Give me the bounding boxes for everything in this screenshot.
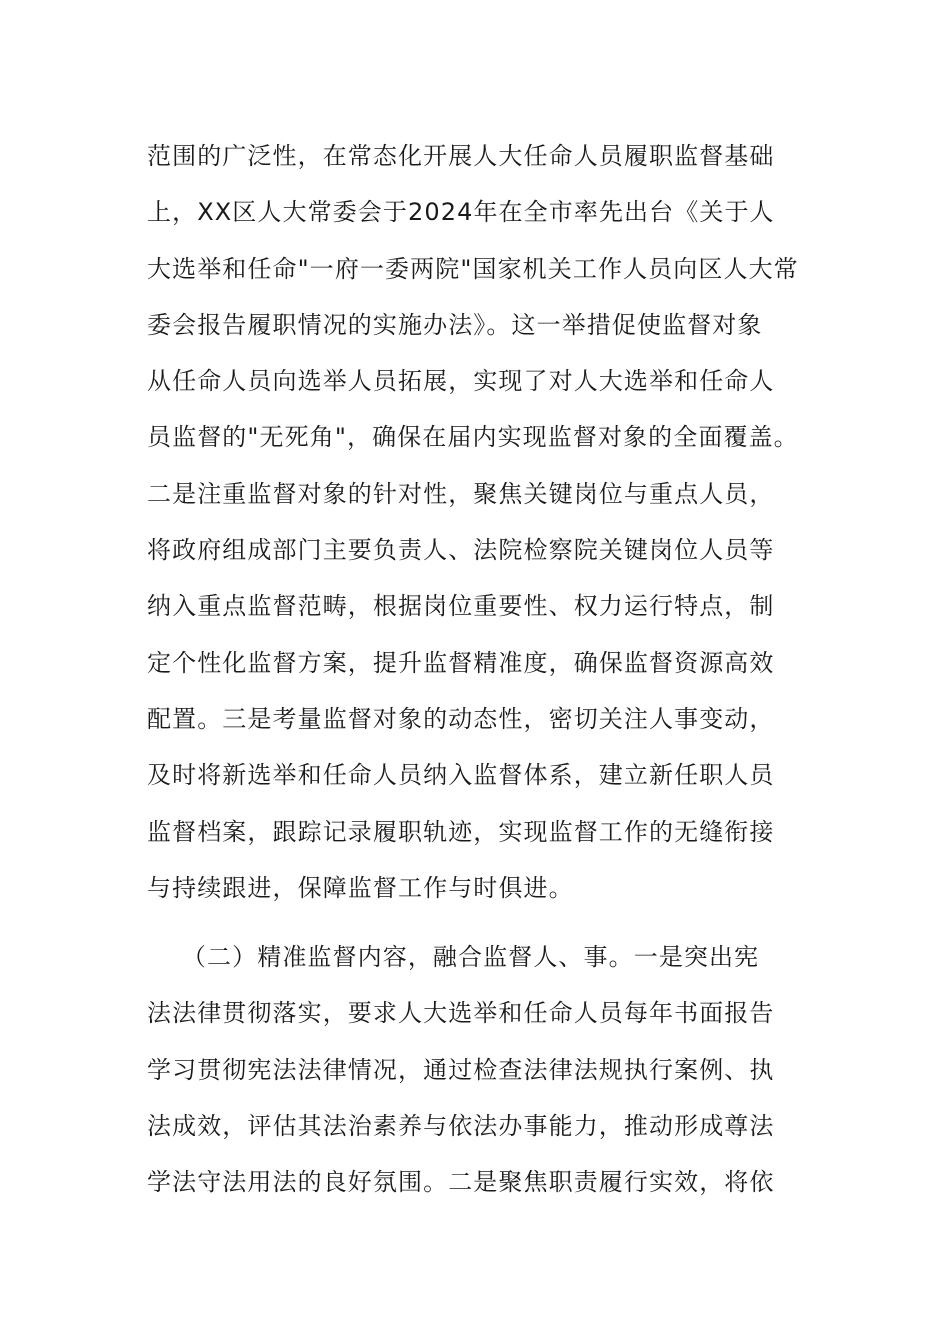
text-line: 大选举和任命"一府一委两院"国家机关工作人员向区人大常 (147, 254, 799, 283)
text-line: 与持续跟进，保障监督工作与时俱进。 (147, 873, 574, 902)
text-line: 及时将新选举和任命人员纳入监督体系，建立新任职人员 (147, 761, 775, 790)
text-line: 员监督的"无死角"，确保在届内实现监督对象的全面覆盖。 (147, 423, 799, 452)
paragraph-spacer (147, 916, 827, 929)
text-line: 纳入重点监督范畴，根据岗位重要性、权力运行特点，制 (147, 592, 775, 621)
paragraph-2 (147, 929, 827, 1210)
text-line: 监督档案，跟踪记录履职轨迹，实现监督工作的无缝衔接 (147, 817, 775, 846)
text-line: 配置。三是考量监督对象的动态性，密切关注人事变动， (147, 704, 775, 733)
text-line: 范围的广泛性，在常态化开展人大任命人员履职监督基础 (147, 142, 775, 170)
text-line: 将政府组成部门主要负责人、法院检察院关键岗位人员等 (147, 536, 775, 565)
text-line: 上，XX区人大常委会于2024年在全市率先出台《关于人 (147, 198, 775, 227)
text-line: 法法律贯彻落实，要求人大选举和任命人员每年书面报告 (147, 999, 775, 1028)
text-line: 学法守法用法的良好氛围。二是聚焦职责履行实效，将依 (147, 1168, 775, 1197)
text-line: 从任命人员向选举人员拓展，实现了对人大选举和任命人 (147, 367, 775, 396)
text-line: 学习贯彻宪法法律情况，通过检查法律法规执行案例、执 (147, 1055, 775, 1084)
text-line: 二是注重监督对象的针对性，聚焦关键岗位与重点人员， (147, 479, 775, 508)
text-line: 定个性化监督方案，提升监督精准度，确保监督资源高效 (147, 648, 775, 677)
text-line: 委会报告履职情况的实施办法》。这一举措促使监督对象 (147, 310, 763, 339)
document-body (147, 128, 827, 1211)
text-line: 法成效，评估其法治素养与依法办事能力，推动形成尊法 (147, 1112, 775, 1141)
text-line: （二）精准监督内容，融合监督人、事。一是突出宪 (147, 943, 760, 972)
paragraph-1 (147, 128, 827, 916)
